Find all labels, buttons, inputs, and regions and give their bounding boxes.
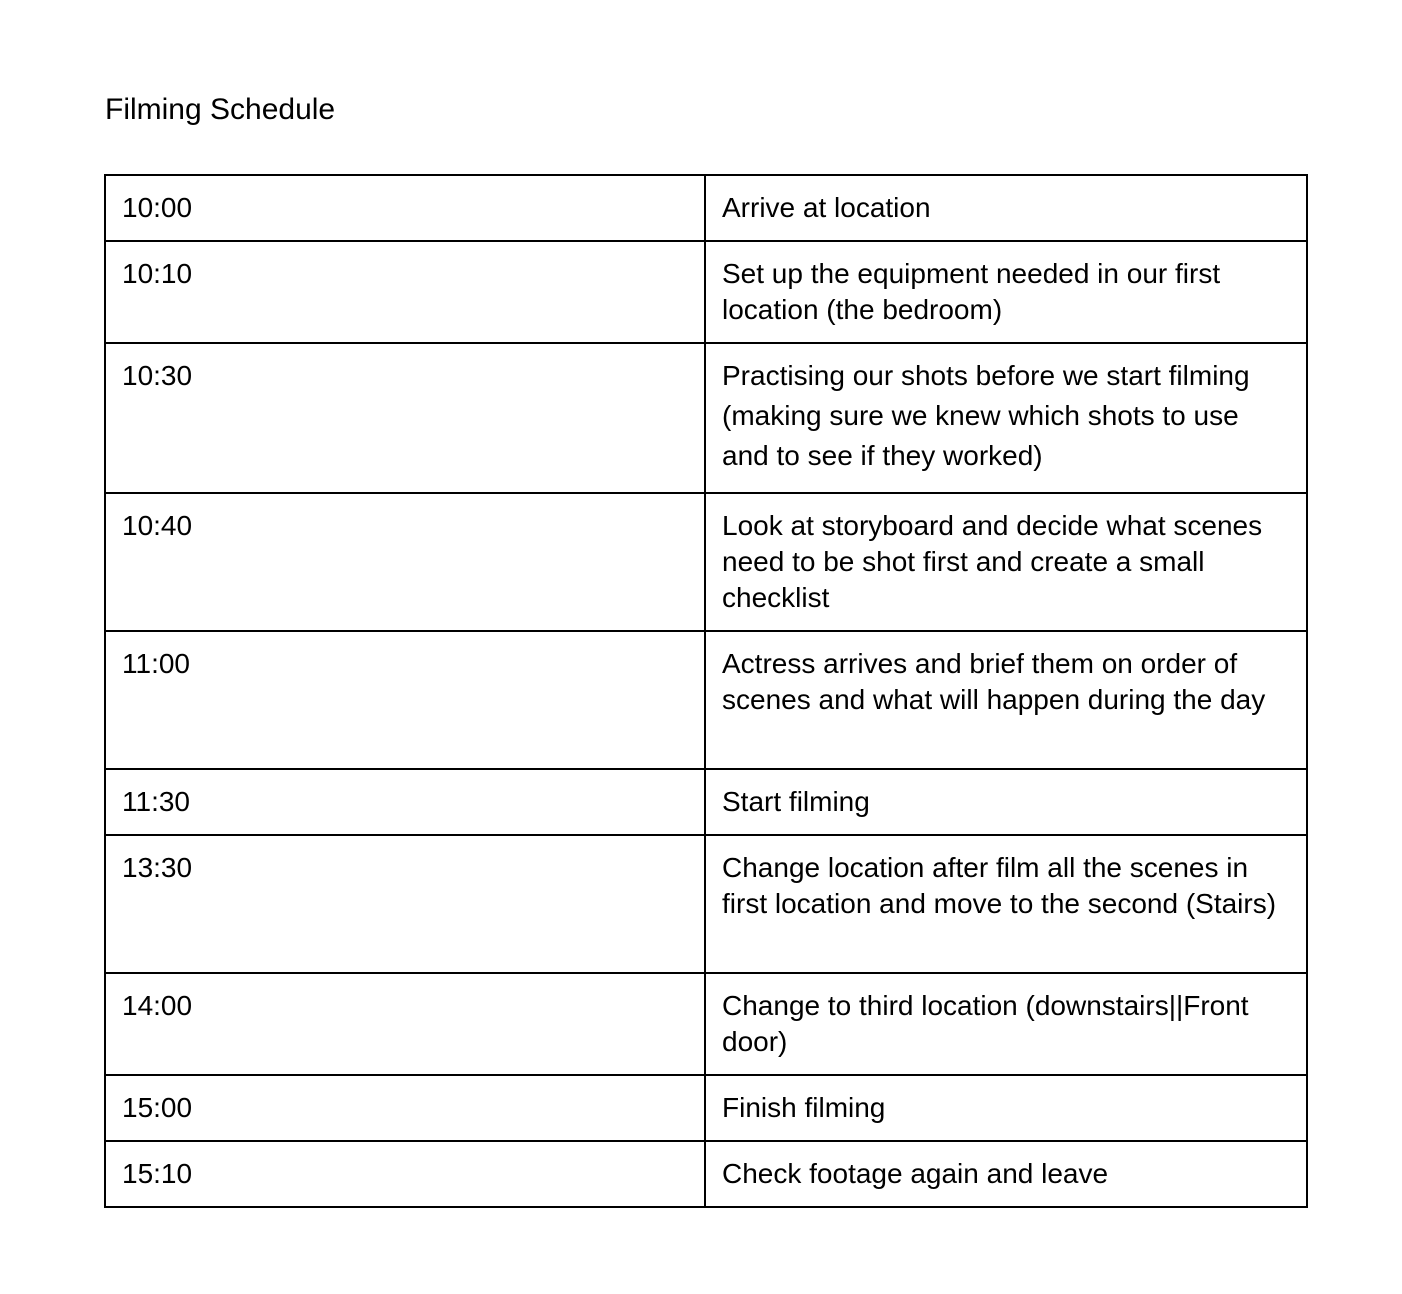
table-row xyxy=(105,631,1307,769)
activity-cell: Finish filming xyxy=(705,1075,1307,1141)
time-cell: 10:40 xyxy=(105,493,705,631)
activity-cell: Arrive at location xyxy=(705,175,1307,241)
time-cell: 15:00 xyxy=(105,1075,705,1141)
schedule-table xyxy=(104,174,1308,1208)
page-title: Filming Schedule xyxy=(105,93,336,126)
table-row xyxy=(105,835,1307,973)
table-row xyxy=(105,1075,1307,1141)
table-row xyxy=(105,1141,1307,1207)
activity-cell: Change to third location (downstairs||Front door) xyxy=(705,973,1307,1075)
activity-cell: Change location after film all the scenes in first location and move to the second (Stairs) xyxy=(705,835,1307,973)
time-cell: 11:30 xyxy=(105,769,705,835)
activity-cell: Look at storyboard and decide what scenes need to be shot first and create a small checklist xyxy=(705,493,1307,631)
table-row xyxy=(105,241,1307,343)
table-row xyxy=(105,769,1307,835)
activity-cell: Actress arrives and brief them on order of scenes and what will happen during the day xyxy=(705,631,1307,769)
time-cell: 15:10 xyxy=(105,1141,705,1207)
activity-cell: Start filming xyxy=(705,769,1307,835)
activity-cell: Practising our shots before we start filming (making sure we knew which shots to use and to see if they worked) xyxy=(705,343,1307,493)
time-cell: 13:30 xyxy=(105,835,705,973)
table-row xyxy=(105,343,1307,493)
time-cell: 11:00 xyxy=(105,631,705,769)
time-cell: 10:30 xyxy=(105,343,705,493)
activity-cell: Check footage again and leave xyxy=(705,1141,1307,1207)
time-cell: 14:00 xyxy=(105,973,705,1075)
time-cell: 10:00 xyxy=(105,175,705,241)
time-cell: 10:10 xyxy=(105,241,705,343)
table-row xyxy=(105,493,1307,631)
table-row xyxy=(105,175,1307,241)
table-row xyxy=(105,973,1307,1075)
activity-cell: Set up the equipment needed in our first location (the bedroom) xyxy=(705,241,1307,343)
